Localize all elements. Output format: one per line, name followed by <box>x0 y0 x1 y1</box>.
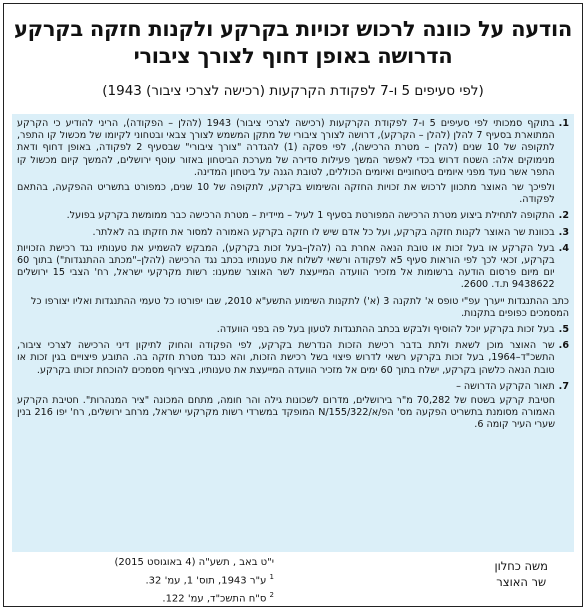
signer-name: משה כחלון <box>494 559 548 573</box>
clause-paragraph: בכוונת שר האוצר לקנות חזקה בקרקע, ועל כל אדם שיש לו חזקה בקרקע האמורה למסור את חזקתו בה לאלתר. <box>92 226 555 238</box>
clause-number: 1. <box>558 118 569 129</box>
clause-4 <box>17 243 569 292</box>
footnote-1: $^1$ ע"ר 1943, תוס' 1, עמ' 32. <box>145 573 274 587</box>
notice-frame <box>3 3 583 607</box>
clause-paragraph: ולפיכך שר האוצר מתכוון לרכוש את זכויות החזקה והשימוש בקרקע, לתקופה של 10 שנים, כמפורט בתשריט ההפקעה, בהתאם לפקודה. <box>17 182 555 206</box>
objection-letter-note: כתב ההתנגדות ייערך עפ"י טופס א' לתקנה 3 (א') לתקנות השימוע התשע"א 2010, שבו יפורטו כל טעמי ההתנגדות ואליו יצורפו כל המסמכים כפופים בתקנות. <box>31 295 569 319</box>
clause-paragraph: בתוקף סמכותי לפי סעיפים 5 ו-7 לפקודת הקרקעות (רכישה לצרכי ציבור) 1943 (להלן – הפקודה), הריני להודיע כי הקרקע המתוארת בסעיף 7 להלן (להלן – הקרקע), דרושה לצורך ציבורי של מתקן המשמש לצורך צבאי ובטחוני לקיומו של מכשול קו התפר, לתקופה של 10 שנים (להלן – מטרת הרכישה), לפי פסקה (1) להגדרה "צורך ציבורי" שבסעיף 2 לפקודה, באופן דחוף ודאת מנימוקים אלה: השטח דרוש בכדי לאפשר המשך פעילות סדירה של מערכת הביטחון באזור עוטף ירושלים, להמשך קיום מכשול קו התפר אשר נועד מפני איומים ביטחוניים ואיומים הכוללים, לטובת הגנה על ביטחון המדינה. <box>17 118 555 178</box>
clause-paragraph: שר האוצר מוכן לשאת ולתת בדבר רכישת הזכות הנדרשת בקרקע, לפי הפקודה והחוק לתיקון דיני הרכישה לצרכי ציבור, התשכ"ד–1964, בעל זכות בקרקע רשאי לדרוש פיצוי בשל רכישת הזכות, והא כנגד מטרת חזקה בה. התובע פיצויים בגין זכות או טובת הנאה כלשהן בקרקע, ישלח בתוך 60 ימים אל מזכיר הוועדה המייעצת את טענותיו, בצירוף מסמכים להוכחת זכותו בקרקע. <box>17 340 555 376</box>
land-description: חטיבת קרקע בשטח של 70,282 מ"ר בירושלים, מדרום לשכונות גילה והר חומה, מתחם המכונה "ציר המנהרות". חטיבת הקרקע האמורה מסומנת בתשריט הפקעה מס' הפ/א/N/155/322 המופקד במשרדי רשות מקרקעי ישראל, מרחב ירושלים, רח' יפו 216 בנין שערי העיר קומה 6. <box>17 395 556 431</box>
clause-number: 5. <box>558 324 569 336</box>
date-and-footnotes <box>14 556 274 607</box>
clause-number: 4. <box>558 242 569 254</box>
clause-5 <box>17 324 569 336</box>
clause-3 <box>17 227 569 239</box>
clause-paragraph: התקופה לתחילת ביצוע מטרת הרכישה המפורטת בסעיף 1 לעיל – מיידית – מטרת הרכישה כבר ממומשת בקרקע בפועל. <box>66 210 555 222</box>
date-line: י"ט באב , תשע"ה (4 באוגוסט 2015) <box>114 557 274 568</box>
clause-number: 6. <box>558 340 569 352</box>
signature-block <box>494 558 548 590</box>
clause-number: 2. <box>558 210 569 222</box>
signer-title: שר האוצר <box>496 575 547 589</box>
clause-6 <box>17 340 569 377</box>
clause-paragraph: בעל הקרקע או בעל זכות או טובת הנאה אחרת בה (להלן–בעל זכות בקרקע), המבקש להשמיע את טענותיו נגד רכישת הזכויות בקרקע, זכאי לכך לפי הוראות סעיף 5א לפקודה ורשאי לשלוח את טענותיו בכתב נגד הרכישה (להלן–"מכתב ההתנגדות") בתוך 60 יום מיום פרסום הודעה ברשומות אל מזכיר הוועדה המייעצת לשר האוצר שמענו: רשות מקרקעי ישראל, רח' הצבי 15 ירושלים 9438622 ת.ד. 2600. <box>17 242 555 291</box>
footnote-2-text: ס"ח התשכ"ד, עמ' 122. <box>162 593 267 605</box>
clause-number: 7. <box>558 380 569 392</box>
notice-body <box>12 114 574 552</box>
clause-2 <box>17 210 569 222</box>
clause-7 <box>17 381 569 393</box>
clause-1 <box>17 118 569 206</box>
notice-title-line-2: הדרושה באופן דחוף לצורך ציבורי <box>133 44 453 68</box>
footnote-1-text: ע"ר 1943, תוס' 1, עמ' 32. <box>145 575 267 587</box>
clause-number: 3. <box>558 226 569 238</box>
clause-paragraph: בעל זכות בקרקע יוכל להוסיף ולבקש בכתב ההתנגדות לטעון בעל פה בפני הוועדה. <box>216 324 555 336</box>
clause-paragraph: תאור הקרקע הדרושה – <box>456 380 555 392</box>
notice-title-line-1: הודעה על כוונה לרכוש זכויות בקרקע ולקנות חזקה בקרקע <box>13 17 573 41</box>
footnote-2: $^2$ ס"ח התשכ"ד, עמ' 122. <box>162 591 274 605</box>
notice-subtitle: (לפי סעיפים 5 ו-7 לפקודת הקרקעות (רכישה לצרכי ציבור) 1943) <box>102 83 484 99</box>
